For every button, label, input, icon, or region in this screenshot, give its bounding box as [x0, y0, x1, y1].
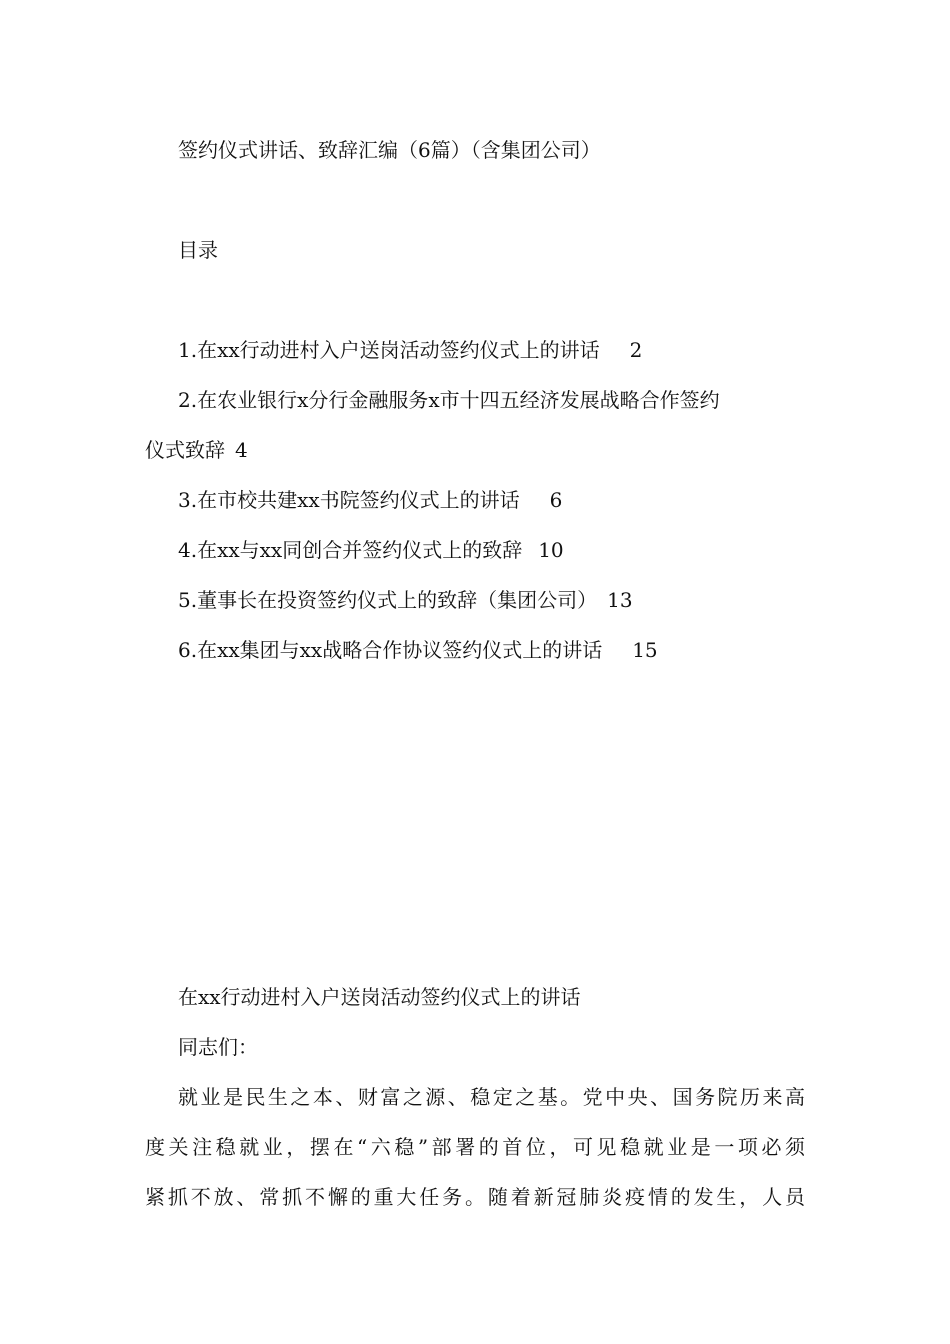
- toc-entry-6[interactable]: [178, 636, 658, 664]
- toc-entry-3[interactable]: [178, 486, 562, 514]
- body-line-3: 紧抓不放、常抓不懈的重大任务。随着新冠肺炎疫情的发生，人员: [145, 1185, 805, 1209]
- toc-entry-text: 6.在xx集团与xx战略合作协议签约仪式上的讲话: [178, 638, 603, 662]
- section-heading: 在xx行动进村入户送岗活动签约仪式上的讲话: [178, 985, 581, 1009]
- toc-entry-page: 13: [607, 588, 633, 612]
- toc-entry-2-line-2[interactable]: [145, 436, 248, 464]
- document-title: 签约仪式讲话、致辞汇编（6篇）（含集团公司）: [178, 138, 601, 162]
- toc-entry-1[interactable]: [178, 336, 642, 364]
- toc-entry-text: 1.在xx行动进村入户送岗活动签约仪式上的讲话: [178, 338, 600, 362]
- toc-entry-page: 10: [538, 538, 564, 562]
- body-line-1: 就业是民生之本、财富之源、稳定之基。党中央、国务院历来高: [178, 1085, 805, 1109]
- toc-heading: 目录: [178, 238, 218, 262]
- toc-entry-text: 4.在xx与xx同创合并签约仪式上的致辞: [178, 538, 523, 562]
- toc-entry-2-line-1[interactable]: [178, 386, 720, 414]
- body-line-2: 度关注稳就业，摆在“六稳”部署的首位，可见稳就业是一项必须: [145, 1135, 805, 1159]
- toc-entry-text: 仪式致辞: [145, 438, 225, 462]
- toc-entry-text: 3.在市校共建xx书院签约仪式上的讲话: [178, 488, 520, 512]
- toc-entry-4[interactable]: [178, 536, 564, 564]
- toc-entry-page: 6: [549, 488, 563, 512]
- toc-entry-text: 2.在农业银行x分行金融服务x市十四五经济发展战略合作签约: [178, 388, 720, 412]
- toc-entry-page: 4: [235, 438, 248, 462]
- toc-entry-text: 5.董事长在投资签约仪式上的致辞（集团公司）: [178, 588, 598, 612]
- toc-entry-5[interactable]: [178, 586, 633, 614]
- toc-entry-page: 2: [629, 338, 643, 362]
- toc-entry-page: 15: [632, 638, 658, 662]
- salutation: 同志们：: [178, 1035, 258, 1059]
